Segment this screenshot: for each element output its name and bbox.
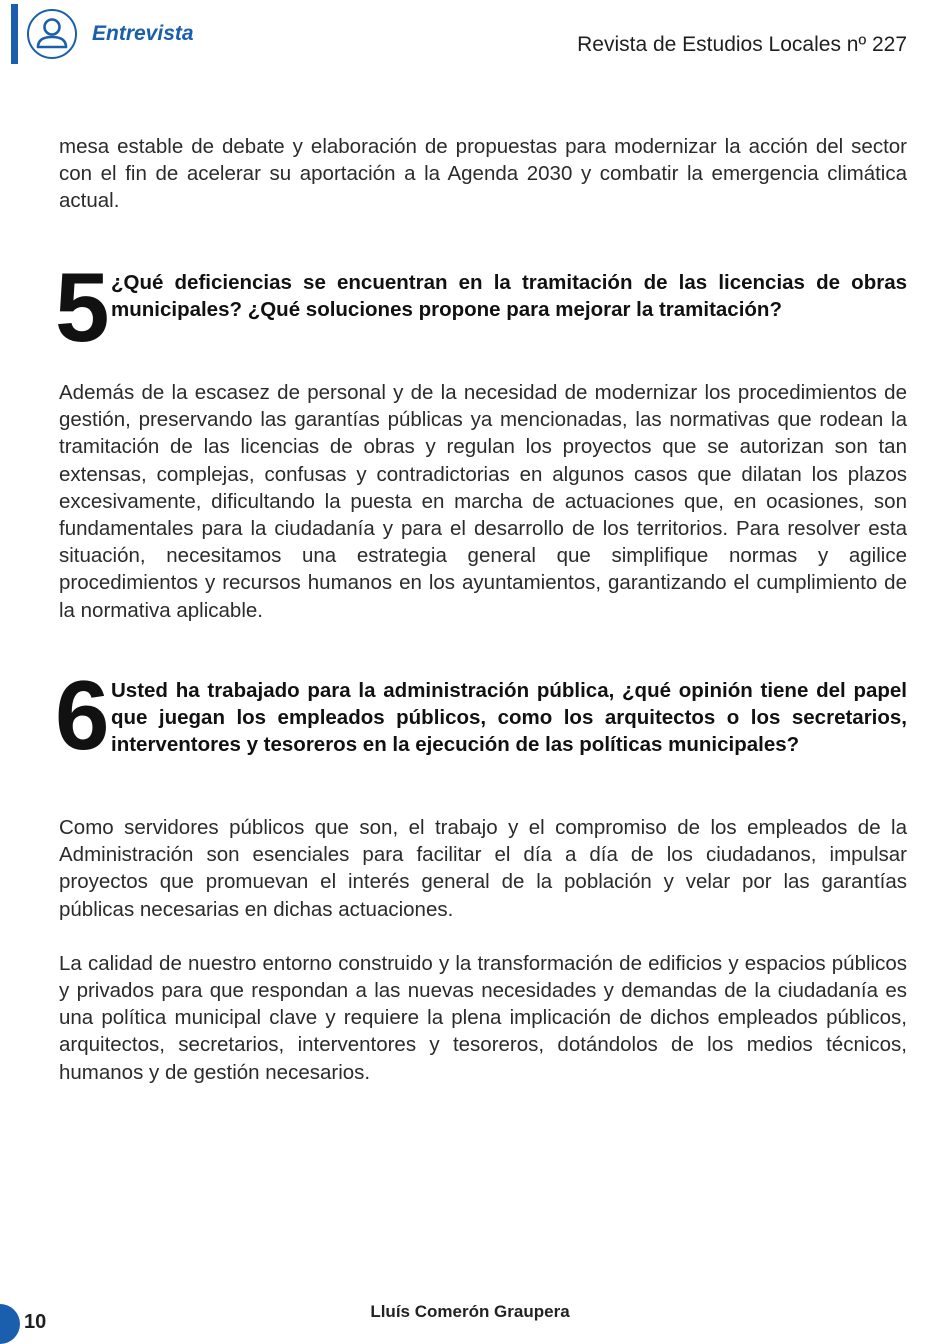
question-5 bbox=[55, 252, 907, 362]
intro-paragraph-block bbox=[59, 133, 907, 215]
question-text: Usted ha trabajado para la administración pública, ¿qué opinión tiene del papel que juegan los empleados públicos, como los arquitectos o los secretarios, interventores y tesoreros en la ejecución de las políticas municipales? bbox=[111, 679, 907, 757]
page-number: 10 bbox=[24, 1311, 47, 1333]
answer-6-block bbox=[59, 814, 907, 1086]
answer-5-block bbox=[59, 379, 907, 624]
question-text: ¿Qué deficiencias se encuentran en la tramitación de las licencias de obras municipales? ¿Qué soluciones propone para mejorar la tramitación? bbox=[111, 271, 907, 322]
intro-paragraph: mesa estable de debate y elaboración de propuestas para modernizar la acción del sector con el fin de acelerar su aportación a la Agenda 2030 y combatir la emergencia climática actual. bbox=[59, 135, 907, 213]
header-accent-bar bbox=[11, 4, 18, 64]
person-icon bbox=[27, 9, 77, 59]
section-label: Entrevista bbox=[92, 22, 194, 45]
question-6 bbox=[55, 660, 907, 770]
answer-6-paragraph-1: Como servidores públicos que son, el trabajo y el compromiso de los empleados de la Administración son esenciales para facilitar el día a día de los ciudadanos, impulsar proyectos que promuevan el interés general de la población y velar por las garantías públicas necesarias en dichas actuaciones. bbox=[59, 816, 907, 921]
question-number: 5 bbox=[55, 252, 110, 362]
journal-title: Revista de Estudios Locales nº 227 bbox=[577, 33, 907, 56]
footer-author: Lluís Comerón Graupera bbox=[370, 1302, 570, 1321]
answer-6-paragraph-2: La calidad de nuestro entorno construido y la transformación de edificios y espacios públicos y privados para que respondan a las nuevas necesidades y demandas de la ciudadanía es una política municipal clave y requiere la plena implicación de dichos empleados públicos, arquitectos, secretarios, interventores y tesoreros, dotándolos de los medios técnicos, humanos y de gestión necesarios. bbox=[59, 951, 907, 1084]
answer-5-paragraph: Además de la escasez de personal y de la necesidad de modernizar los procedimientos de gestión, preservando las garantías públicas ya mencionadas, las normativas que rodean la tramitación de las licencias de obras y regulan los proyectos que se autorizan son tan extensas, complejas, confusas y contradictorias en algunos casos que dilatan los plazos excesivamente, dificultando la puesta en marcha de actuaciones que, en ocasiones, son fundamentales para la ciudadanía y para el desarrollo de los territorios. Para resolver esta situación, necesitamos una estrategia general que simplifique normas y agilice procedimientos y recursos humanos en los ayuntamientos, garantizando el cumplimiento de la normativa aplicable. bbox=[59, 381, 907, 622]
question-number: 6 bbox=[55, 660, 110, 770]
